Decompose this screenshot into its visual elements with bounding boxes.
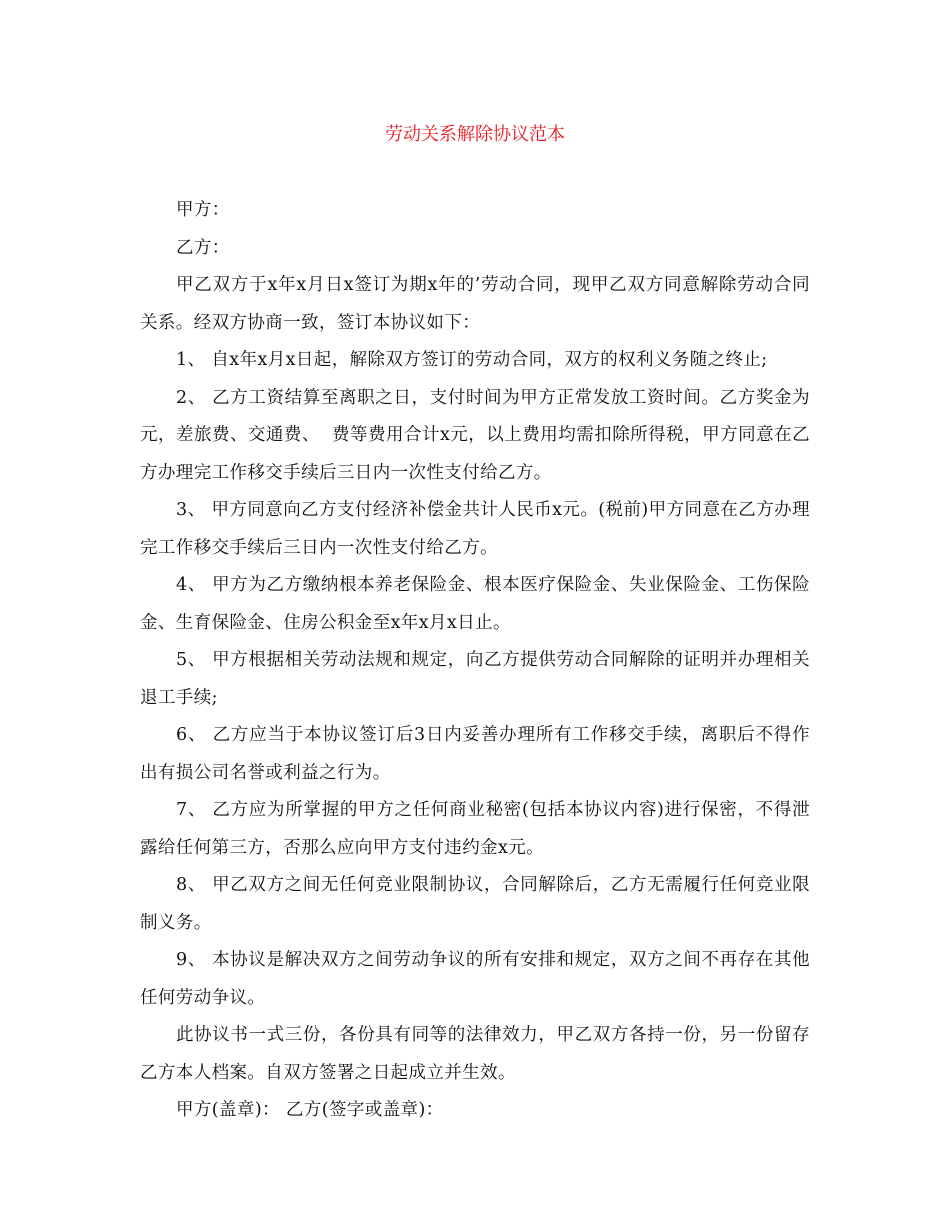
- clause-5: 5、 甲方根据相关劳动法规和规定，向乙方提供劳动合同解除的证明并办理相关退工手续;: [140, 650, 810, 708]
- party-a-line: 甲方：: [176, 200, 230, 220]
- party-b-line: 乙方：: [176, 237, 230, 258]
- clause-9: 9、 本协议是解决双方之间劳动争议的所有安排和规定，双方之间不再存在其他任何劳动争议。: [140, 950, 810, 1008]
- document-body: [140, 192, 810, 1130]
- document-title: 劳动关系解除协议范本: [385, 124, 565, 145]
- clause-3: 3、 甲方同意向乙方支付经济补偿金共计人民币x元。(税前)甲方同意在乙方办理完工作移交手续后三日内一次性支付给乙方。: [140, 500, 810, 558]
- clause-6: 6、 乙方应当于本协议签订后3日内妥善办理所有工作移交手续，离职后不得作出有损公司名誉或利益之行为。: [140, 725, 810, 783]
- closing-paragraph: 此协议书一式三份，各份具有同等的法律效力，甲乙双方各持一份，另一份留存乙方本人档案。自双方签署之日起成立并生效。: [140, 1025, 810, 1083]
- clause-7: 7、 乙方应为所掌握的甲方之任何商业秘密(包括本协议内容)进行保密，不得泄露给任何第三方，否那么应向甲方支付违约金x元。: [140, 800, 810, 858]
- clause-8: 8、 甲乙双方之间无任何竞业限制协议，合同解除后，乙方无需履行任何竞业限制义务。: [140, 875, 810, 933]
- clause-4: 4、 甲方为乙方缴纳根本养老保险金、根本医疗保险金、失业保险金、工伤保险金、生育保险金、住房公积金至x年x月x日止。: [140, 575, 810, 633]
- clause-1: 1、 自x年x月x日起，解除双方签订的劳动合同，双方的权利义务随之终止;: [176, 350, 768, 370]
- signature-line: 甲方(盖章)： 乙方(签字或盖章)：: [176, 1100, 444, 1120]
- intro-paragraph: 甲乙双方于x年x月日x签订为期x年的’劳动合同，现甲乙双方同意解除劳动合同关系。经双方协商一致，签订本协议如下：: [140, 275, 810, 333]
- clause-2: 2、 乙方工资结算至离职之日，支付时间为甲方正常发放工资时间。乙方奖金为元，差旅费、交通费、 费等费用合计x元，以上费用均需扣除所得税，甲方同意在乙方办理完工作移交手续后三日内一次性支付给乙方。: [140, 387, 810, 483]
